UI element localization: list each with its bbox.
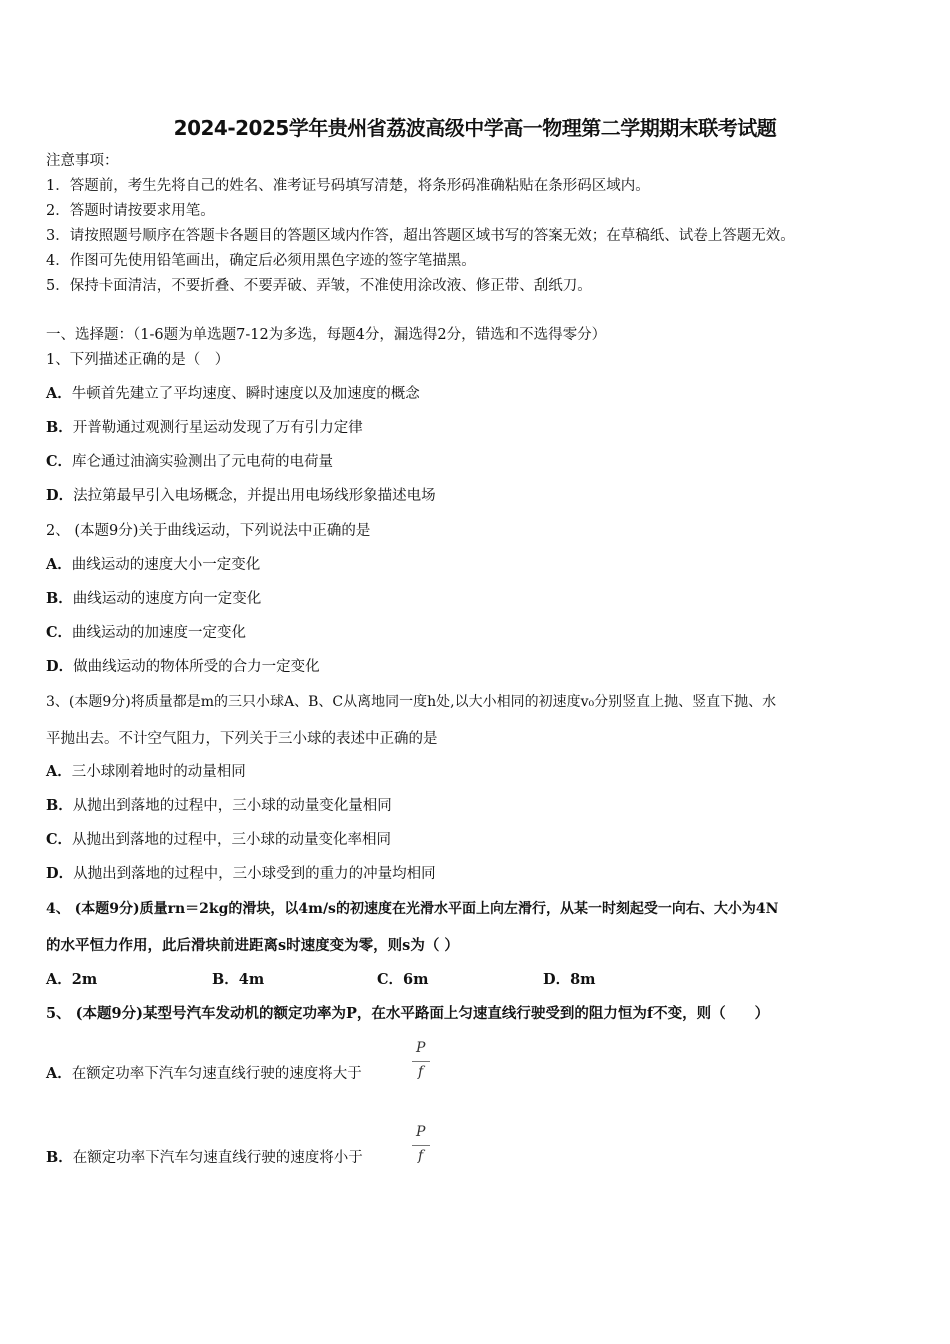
q3-option-d bbox=[46, 864, 436, 884]
section-header: 一、选择题：（1-6题为单选题7-12为多选，每题4分，漏选得2分，错选和不选得零分） bbox=[46, 327, 607, 343]
q1-option-a bbox=[46, 384, 420, 404]
q2-option-c bbox=[46, 623, 246, 643]
option-label: A． bbox=[46, 1065, 72, 1082]
option-label: A． bbox=[46, 385, 72, 402]
option-label: D． bbox=[46, 865, 74, 882]
option-text: 8m bbox=[570, 971, 596, 988]
option-text: 法拉第最早引入电场概念，并提出用电场线形象描述电场 bbox=[73, 488, 436, 504]
option-label: D． bbox=[46, 658, 74, 675]
notice-item-2: 2．答题时请按要求用笔。 bbox=[46, 203, 215, 219]
option-label: B． bbox=[46, 419, 73, 436]
option-text: 从抛出到落地的过程中，三小球受到的重力的冲量均相同 bbox=[73, 866, 436, 882]
fraction-numerator: P bbox=[416, 1040, 426, 1056]
q1-option-b bbox=[46, 418, 363, 438]
q4-option-b bbox=[212, 970, 264, 990]
page-title: 2024-2025学年贵州省荔波高级中学高一物理第二学期期末联考试题 bbox=[173, 116, 777, 140]
option-text: 在额定功率下汽车匀速直线行驶的速度将大于 bbox=[71, 1066, 362, 1082]
q3-option-a bbox=[46, 762, 246, 782]
q5-stem: 5、 (本题9分)某型号汽车发动机的额定功率为P，在水平路面上匀速直线行驶受到的阻力恒为f不变，则（ ） bbox=[46, 1005, 770, 1022]
option-text: 开普勒通过观测行星运动发现了万有引力定律 bbox=[72, 420, 363, 436]
option-text: 4m bbox=[238, 971, 265, 988]
q3-stem-line1: 3、(本题9分)将质量都是m的三只小球A、B、C从离地同一度h处,以大小相同的初速度v₀分别竖直上抛、竖直下抛、水 bbox=[46, 694, 777, 710]
option-text: 做曲线运动的物体所受的合力一定变化 bbox=[73, 659, 320, 675]
notice-item-1: 1．答题前，考生先将自己的姓名、准考证号码填写清楚，将条形码准确粘贴在条形码区域内。 bbox=[46, 178, 650, 194]
option-label: B． bbox=[46, 797, 73, 814]
q5-option-b bbox=[46, 1148, 363, 1168]
q4-stem-line2: 的水平恒力作用，此后滑块前进距离s时速度变为零，则s为（ ） bbox=[46, 937, 459, 954]
option-label: A． bbox=[46, 763, 72, 780]
fraction-numerator: P bbox=[416, 1124, 426, 1140]
q2-option-d bbox=[46, 657, 320, 677]
option-text: 牛顿首先建立了平均速度、瞬时速度以及加速度的概念 bbox=[71, 386, 420, 402]
q3-option-c bbox=[46, 830, 391, 850]
q4-options-row bbox=[46, 970, 646, 990]
option-text: 从抛出到落地的过程中，三小球的动量变化率相同 bbox=[72, 832, 392, 848]
q1-option-c bbox=[46, 452, 333, 472]
fraction-bar bbox=[412, 1145, 430, 1146]
option-text: 曲线运动的速度大小一定变化 bbox=[71, 557, 261, 573]
option-text: 6m bbox=[403, 971, 429, 988]
option-text: 2m bbox=[71, 971, 98, 988]
option-label: B． bbox=[46, 1149, 73, 1166]
q4-option-d bbox=[543, 970, 596, 990]
fraction-denominator: f bbox=[418, 1064, 424, 1080]
q2-option-a bbox=[46, 555, 260, 575]
notice-item-3: 3．请按照题号顺序在答题卡各题目的答题区域内作答，超出答题区域书写的答案无效；在草稿纸、试卷上答题无效。 bbox=[46, 228, 795, 244]
option-label: C． bbox=[46, 624, 73, 641]
q5-option-a bbox=[46, 1064, 362, 1084]
option-text: 曲线运动的速度方向一定变化 bbox=[72, 591, 262, 607]
q2-stem: 2、 (本题9分)关于曲线运动，下列说法中正确的是 bbox=[46, 523, 371, 539]
option-label: C． bbox=[46, 831, 73, 848]
option-label: D． bbox=[543, 971, 571, 988]
fraction-denominator: f bbox=[418, 1148, 424, 1164]
notice-heading: 注意事项： bbox=[46, 153, 119, 169]
option-text: 在额定功率下汽车匀速直线行驶的速度将小于 bbox=[72, 1150, 363, 1166]
q2-option-b bbox=[46, 589, 261, 609]
option-text: 曲线运动的加速度一定变化 bbox=[72, 625, 247, 641]
q4-stem-line1: 4、 (本题9分)质量rn＝2kg的滑块，以4m/s的初速度在光滑水平面上向左滑行，从某一时刻起受一向右、大小为4N bbox=[46, 901, 779, 917]
q1-option-d bbox=[46, 486, 436, 506]
q4-option-c bbox=[377, 970, 428, 990]
option-label: A． bbox=[46, 556, 72, 573]
option-text: 库仑通过油滴实验测出了元电荷的电荷量 bbox=[72, 454, 334, 470]
q4-option-a bbox=[46, 970, 97, 990]
q3-option-b bbox=[46, 796, 392, 816]
q1-stem: 1、下列描述正确的是（ ） bbox=[46, 352, 230, 368]
fraction-bar bbox=[412, 1061, 430, 1062]
notice-item-4: 4．作图可先使用铅笔画出，确定后必须用黑色字迹的签字笔描黑。 bbox=[46, 253, 476, 269]
option-label: A． bbox=[46, 971, 72, 988]
option-label: D． bbox=[46, 487, 74, 504]
option-label: B． bbox=[212, 971, 239, 988]
q3-stem-line2: 平抛出去。不计空气阻力，下列关于三小球的表述中正确的是 bbox=[46, 731, 438, 747]
option-text: 三小球刚着地时的动量相同 bbox=[71, 764, 246, 780]
option-label: B． bbox=[46, 590, 73, 607]
option-label: C． bbox=[46, 453, 73, 470]
option-label: C． bbox=[377, 971, 404, 988]
notice-item-5: 5．保持卡面清洁，不要折叠、不要弄破、弄皱，不准使用涂改液、修正带、刮纸刀。 bbox=[46, 278, 592, 294]
option-text: 从抛出到落地的过程中，三小球的动量变化量相同 bbox=[72, 798, 392, 814]
